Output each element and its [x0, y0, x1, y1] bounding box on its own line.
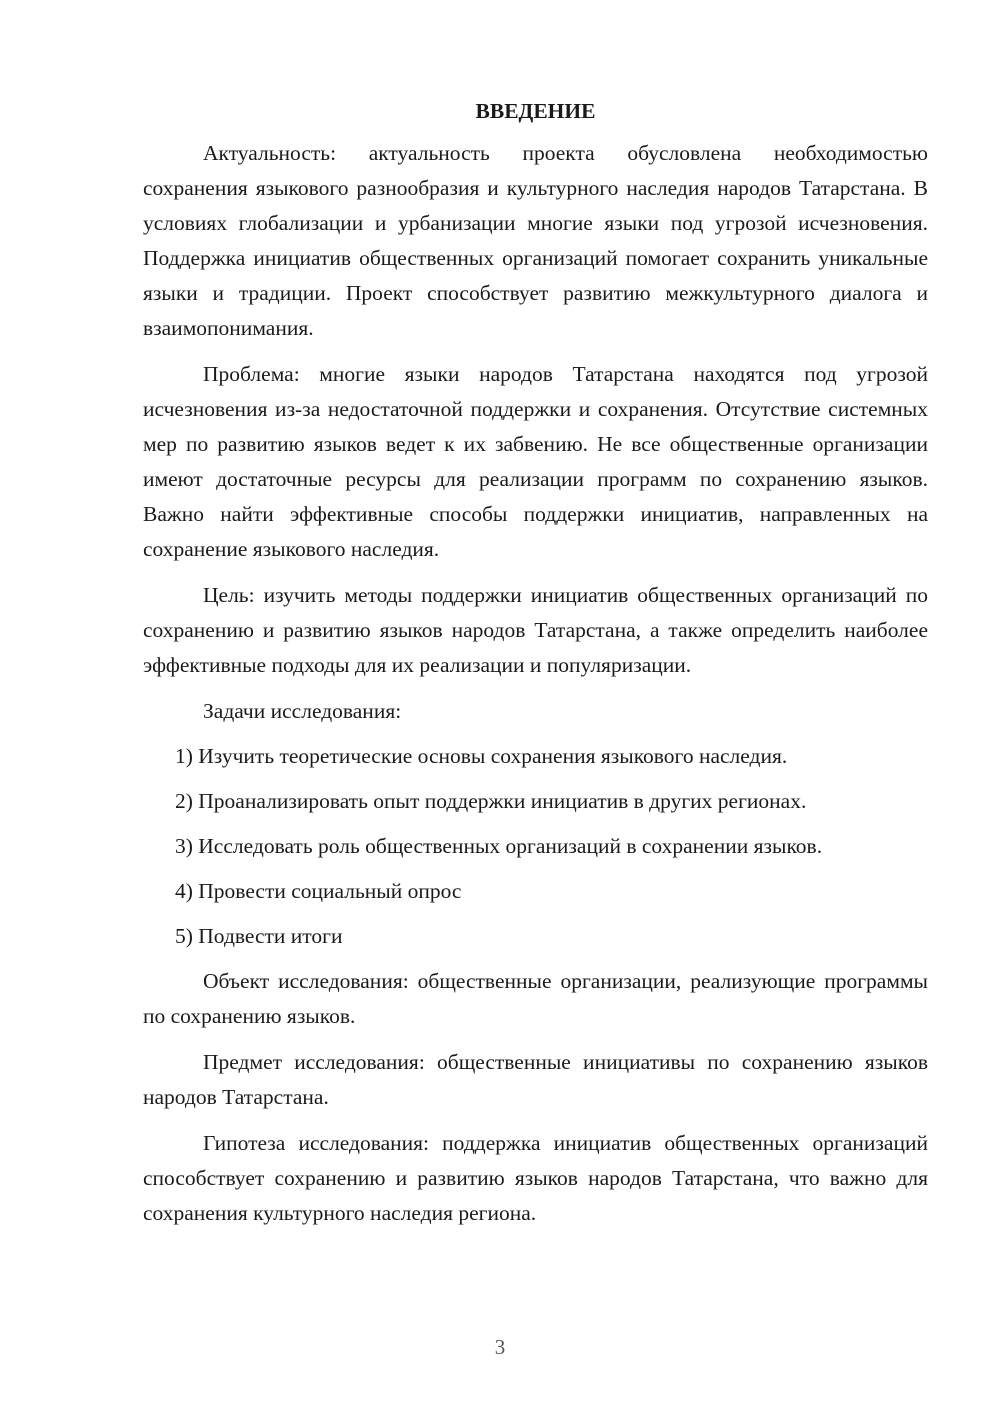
problem-paragraph: Проблема: многие языки народов Татарстана находятся под угрозой исчезновения из-за недостаточной поддержки и сохранения. Отсутствие системных мер по развитию языков ведет к их забвению. Не все общественные организации имеют достаточные ресурсы для реализации программ по сохранению языков. Важно найти эффективные способы поддержки инициатив, направленных на сохранение языкового наследия.: [143, 362, 928, 561]
task-item: 5) Подвести итоги: [175, 924, 343, 948]
document-body: [143, 96, 928, 1242]
page-number: 3: [494, 1335, 506, 1359]
task-item: 2) Проанализировать опыт поддержки инициатив в других регионах.: [175, 789, 807, 813]
task-item: 4) Провести социальный опрос: [175, 879, 462, 903]
relevance-paragraph: Актуальность: актуальность проекта обусловлена необходимостью сохранения языкового разнообразия и культурного наследия народов Татарстана. В условиях глобализации и урбанизации многие языки под угрозой исчезновения. Поддержка инициатив общественных организаций помогает сохранить уникальные языки и традиции. Проект способствует развитию межкультурного диалога и взаимопонимания.: [143, 141, 928, 340]
hypothesis-paragraph: Гипотеза исследования: поддержка инициатив общественных организаций способствует сохранению и развитию языков народов Татарстана, что важно для сохранения культурного наследия региона.: [143, 1131, 928, 1225]
page-title: ВВЕДЕНИЕ: [475, 99, 596, 123]
tasks-list: [143, 739, 928, 954]
task-item: 1) Изучить теоретические основы сохранения языкового наследия.: [175, 744, 788, 768]
tasks-heading: Задачи исследования:: [203, 699, 402, 723]
task-item: 3) Исследовать роль общественных организаций в сохранении языков.: [175, 834, 823, 858]
subject-paragraph: Предмет исследования: общественные инициативы по сохранению языков народов Татарстана.: [143, 1050, 928, 1109]
goal-paragraph: Цель: изучить методы поддержки инициатив общественных организаций по сохранению и развитию языков народов Татарстана, а также определить наиболее эффективные подходы для их реализации и популяризации.: [143, 583, 928, 677]
object-paragraph: Объект исследования: общественные организации, реализующие программы по сохранению языков.: [143, 969, 928, 1028]
